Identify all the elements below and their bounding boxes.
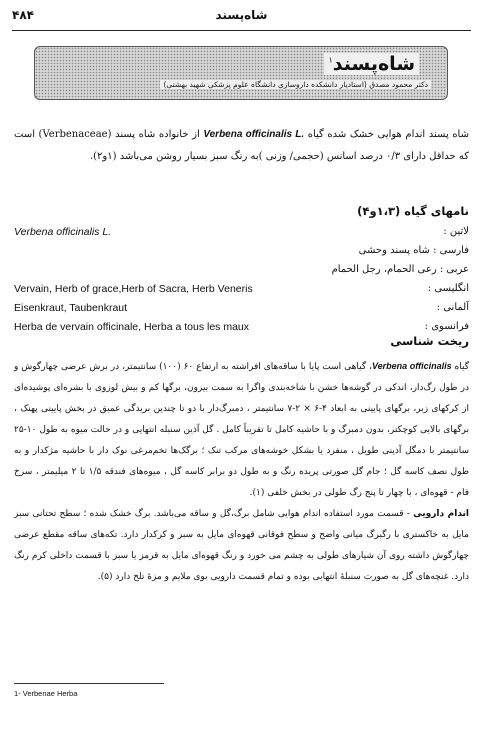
name-row-german <box>14 302 469 321</box>
name-label: لاتین : <box>443 226 469 237</box>
article-title-text: شاه‌پسند <box>332 53 415 75</box>
name-label: انگلیسی : <box>427 283 469 294</box>
intro-latin-name: Verbena officinalis L. <box>203 129 305 140</box>
page-number: ۴۸۴ <box>12 8 34 22</box>
page-header <box>0 6 483 28</box>
drug-part-keyword: اندام دارویی <box>413 509 469 519</box>
names-heading: نامهای گیاه (۱،۳و۴) <box>357 204 469 218</box>
name-value: Eisenkraut, Taubenkraut <box>14 302 128 314</box>
running-title: شاه‌پسند <box>215 8 268 22</box>
intro-part1: شاه پسند اندام هوایی خشک شده گیاه <box>304 129 469 140</box>
name-value: Herba de vervain officinale, Herba a tous les maux <box>14 321 250 333</box>
morphology-paragraph-2 <box>14 504 469 588</box>
morph-p1-latin: Verbena officinalis <box>371 361 452 371</box>
name-row-persian <box>14 245 469 264</box>
name-value: Verbena officinalis L. <box>14 226 112 238</box>
morph-p2-rest: - قسمت مورد استفاده اندام هوایی شامل برگ،گل و ساقه می‌باشد. برگ خشک شده ؛ سطح تحتانی سبز مایل به خاکستری با رگبرگ میانی واضح و سطح فوقانی قهوه‌ای مایل به سبز و کرکدار دارد. تکه‌های ساقه مقطع عرضی چهارگوش داشته روی آن شیارهای طولی به چشم می خورد و رنگ قهوه‌ای مایل به قرمز یا سبز با قسمت داخلی کرم رنگ دارد. غنچه‌های گل به صورت سنبلهٔ انتهایی بوده و تمام قسمت دارویی بوی ملایم و مزهٔ تلخ دارد (۵). <box>14 509 469 582</box>
article-title <box>324 53 419 75</box>
name-label: فارسی : شاه پسند وحشی <box>358 245 469 256</box>
name-row-english <box>14 283 469 302</box>
footnote: 1- Verbenae Herba <box>14 689 78 698</box>
article-author: دکتر محمود مصدق (استادیار دانشکده داروسازی دانشگاه علوم پزشکی شهید بهشتی) <box>160 80 431 89</box>
morphology-text <box>14 356 469 588</box>
footnote-rule <box>14 683 164 684</box>
morph-p1-rest: ، گیاهی است پایا با ساقه‌های افراشته به ارتفاع ۶۰ (۱۰۰) سانتیمتر، در برش عرضی چهارگوش و در طول رگ‌دار، اندکی در گوشه‌ها خشن با شاخه‌بندی واگرا به سمت بیرون، برگها کم و بیش لوزوی با بشره‌ای پوشیده‌ای از کرکهای زبر، برگهای پایینی به ابعاد ۴-۶ × ۲-۷ سانتیمتر ، دمبرگ‌دار با دو تا چندین بریدگی عمیق در بخش پایینی پهنک ، برگهای بالایی کوچکتر، بدون دمبرگ و با حاشیه کامل تا تقریباً کامل . گل آذین سنبله انتهایی و در حالت میوه به طول ۱۰-۲۵ سانتیمتر با دمگل آذینی طویل ، منفرد یا بشکل خوشه‌های مرکب تنک ؛ برگک‌ها تخم‌مرغی نوک دار با حاشیه مژکدار و به طول نصف کاسه گل ؛ جام گل صورتی پریده رنگ و به طول دو برابر کاسه گل ، میوه‌های فندقه ۱/۵ تا ۲ میلیمتر ، سرخ فام - قهوه‌ای ، با چهار تا پنج رگ طولی در بخش خلفی (۱). <box>14 362 470 498</box>
plant-names-list <box>14 226 469 340</box>
title-box <box>34 46 448 100</box>
intro-paragraph <box>14 124 469 168</box>
name-label: عربی : رعی الحمام، رجل الحمام <box>331 264 469 275</box>
morphology-paragraph-1 <box>14 356 469 504</box>
name-label: آلمانی : <box>436 302 469 313</box>
morph-p1-start: گیاه <box>451 362 470 372</box>
morphology-heading: ریخت شناسی <box>390 334 469 348</box>
name-value: Vervain, Herb of grace,Herb of Sacra, Herb Veneris <box>14 283 253 295</box>
name-row-arabic <box>14 264 469 283</box>
name-row-latin <box>14 226 469 245</box>
title-footnote-marker: ۱ <box>328 55 333 65</box>
header-rule <box>12 30 471 31</box>
name-label: فرانسوی : <box>424 321 469 332</box>
intro-part2: از خانواده شاه پسند (Verbenaceae) است که حداقل دارای ۰/۳ درصد اسانس (حجمی/ وزنی )به رنگ سبز بسیار روشن می‌باشد (۱و۲). <box>14 129 469 162</box>
